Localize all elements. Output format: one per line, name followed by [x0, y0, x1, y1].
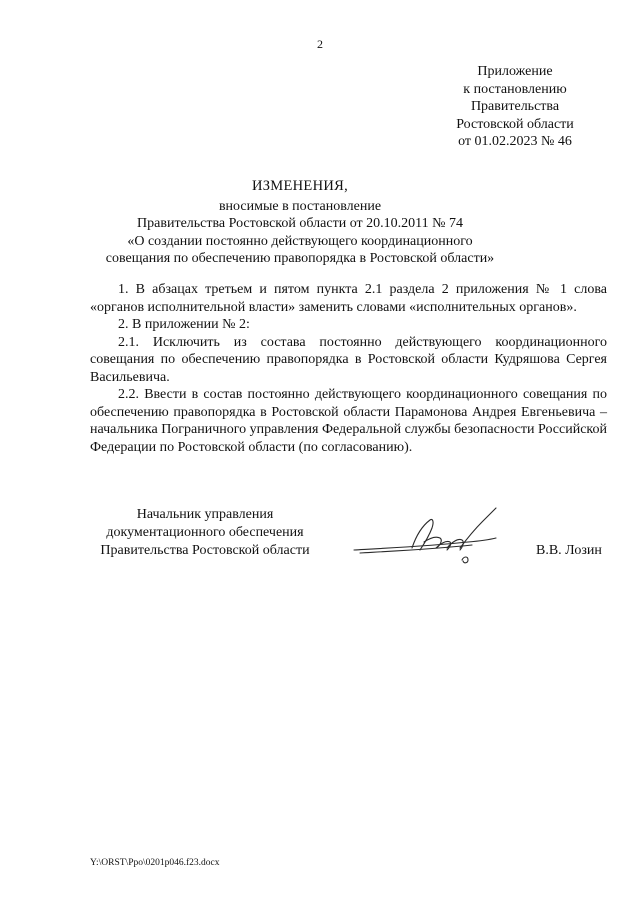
document-body — [90, 281, 607, 456]
appendix-header — [440, 63, 590, 151]
appendix-line: от 01.02.2023 № 46 — [458, 134, 572, 149]
title-line: Правительства Ростовской области от 20.10.2011 № 74 — [137, 216, 463, 231]
title-line: вносимые в постановление — [218, 198, 382, 214]
body-paragraph: 2. В приложении № 2: — [118, 317, 250, 332]
title-line: «О создании постоянно действующего координационного — [127, 233, 473, 249]
appendix-line: Правительства — [470, 99, 560, 114]
body-paragraph: 2.1. Исключить из состава постоянно действующего координационного совещания по обеспечению правопорядка в Ростовской области Кудряшова Сергея Васильевича. — [90, 334, 607, 385]
signer-position-line: документационного обеспечения — [106, 525, 304, 540]
signer-position-line: Правительства Ростовской области — [100, 543, 310, 558]
file-path-footer: Y:\ORST\Ppo\0201p046.f23.docx — [90, 858, 220, 868]
title-line: совещания по обеспечению правопорядка в Ростовской области» — [105, 251, 495, 266]
appendix-line: к постановлению — [463, 81, 567, 97]
signer-name: В.В. Лозин — [536, 543, 602, 558]
appendix-line: Приложение — [477, 64, 553, 79]
page-number: 2 — [317, 37, 323, 51]
document-title — [100, 178, 500, 268]
handwritten-signature — [350, 498, 510, 578]
signer-position — [90, 506, 320, 560]
signer-position-line: Начальник управления — [136, 507, 274, 522]
title-main: ИЗМЕНЕНИЯ, — [251, 178, 349, 194]
body-paragraph: 2.2. Ввести в состав постоянно действующего координационного совещания по обеспечению правопорядка в Ростовской области Парамонова Андрея Евгеньевича – начальника Пограничного управления Федеральной службы безопасности Российской Федерации по Ростовской области (по согласованию). — [90, 387, 607, 455]
body-paragraph: 1. В абзацах третьем и пятом пункта 2.1 раздела 2 приложения № 1 слова «органов исполнительной власти» заменить словами «исполнительных органов». — [90, 282, 607, 315]
appendix-line: Ростовской области — [456, 116, 574, 132]
